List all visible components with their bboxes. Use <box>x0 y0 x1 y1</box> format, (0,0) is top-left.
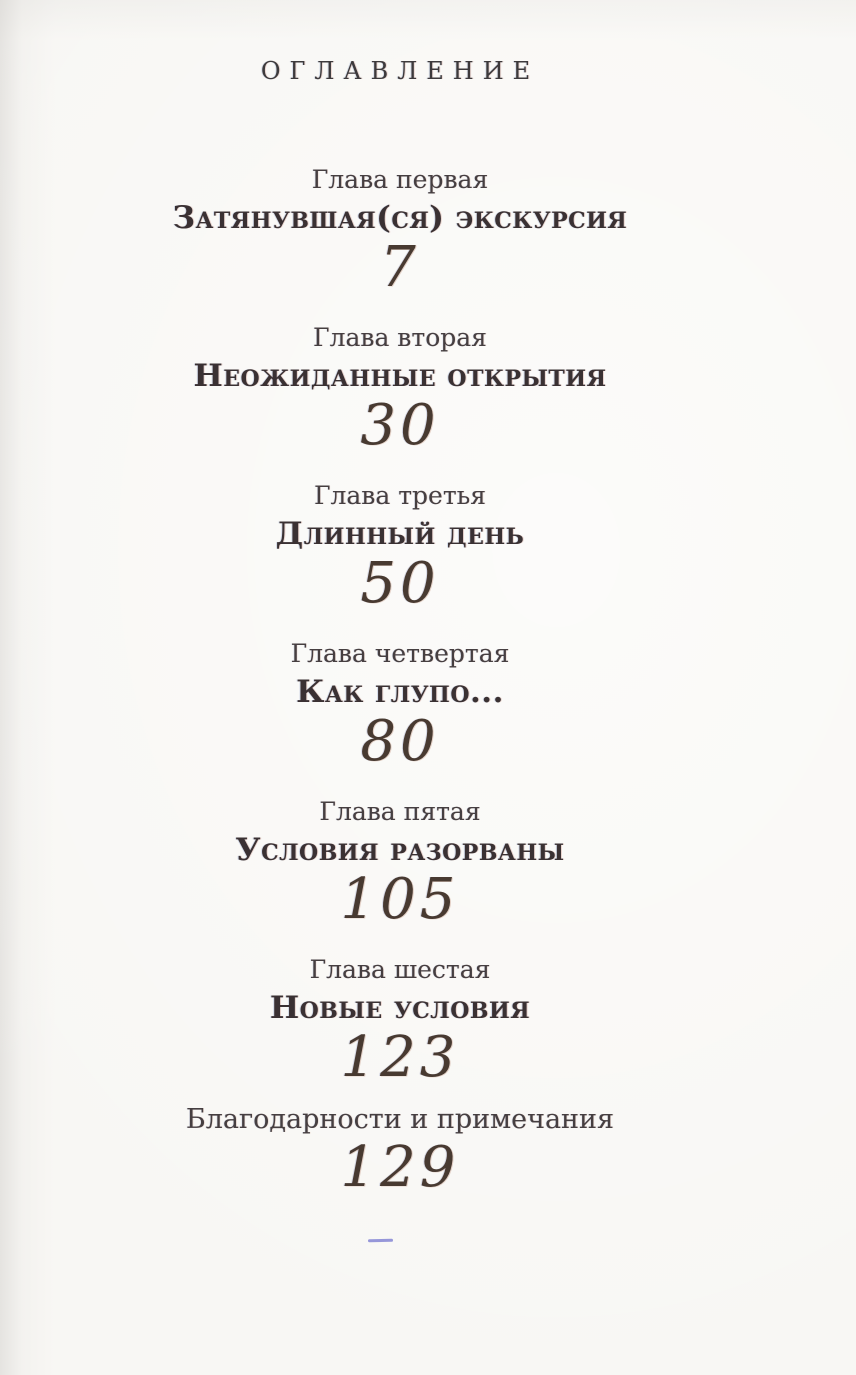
chapter-title: Как глупо... <box>296 674 504 710</box>
toc-entry-5 <box>0 796 800 932</box>
page-title: ОГЛАВЛЕНИЕ <box>260 57 540 85</box>
toc-entry-4 <box>0 638 800 774</box>
toc-entry-1 <box>0 164 800 300</box>
chapter-title: Длинный день <box>275 516 525 552</box>
toc-entry-6 <box>0 954 800 1090</box>
chapter-label: Глава первая <box>311 165 489 194</box>
toc-entry-3 <box>0 480 800 616</box>
chapter-label: Глава четвертая <box>290 639 510 668</box>
toc-entry-2 <box>0 322 800 458</box>
scan-artifact-dash <box>368 1239 393 1242</box>
toc-content <box>0 57 800 1200</box>
chapter-title: Новые условия <box>269 990 531 1026</box>
page-number: 50 <box>360 551 440 616</box>
toc-entry-acknowledgements <box>0 1103 800 1200</box>
chapter-title: Неожиданные открытия <box>193 358 607 394</box>
page-number: 129 <box>340 1135 460 1200</box>
page-number: 123 <box>340 1025 460 1090</box>
chapter-label: Глава третья <box>313 481 487 510</box>
chapter-label: Глава пятая <box>319 797 481 826</box>
page-number: 80 <box>360 709 440 774</box>
chapter-label: Глава вторая <box>313 323 487 352</box>
chapter-title: Условия разорваны <box>235 832 565 868</box>
chapter-title: Затянувшая(ся) экскурсия <box>172 200 628 236</box>
page-number: 7 <box>380 235 420 300</box>
chapter-label: Глава шестая <box>309 955 491 984</box>
page-number: 105 <box>340 867 460 932</box>
chapter-label: Благодарности и примечания <box>185 1104 615 1135</box>
page-number: 30 <box>360 393 440 458</box>
